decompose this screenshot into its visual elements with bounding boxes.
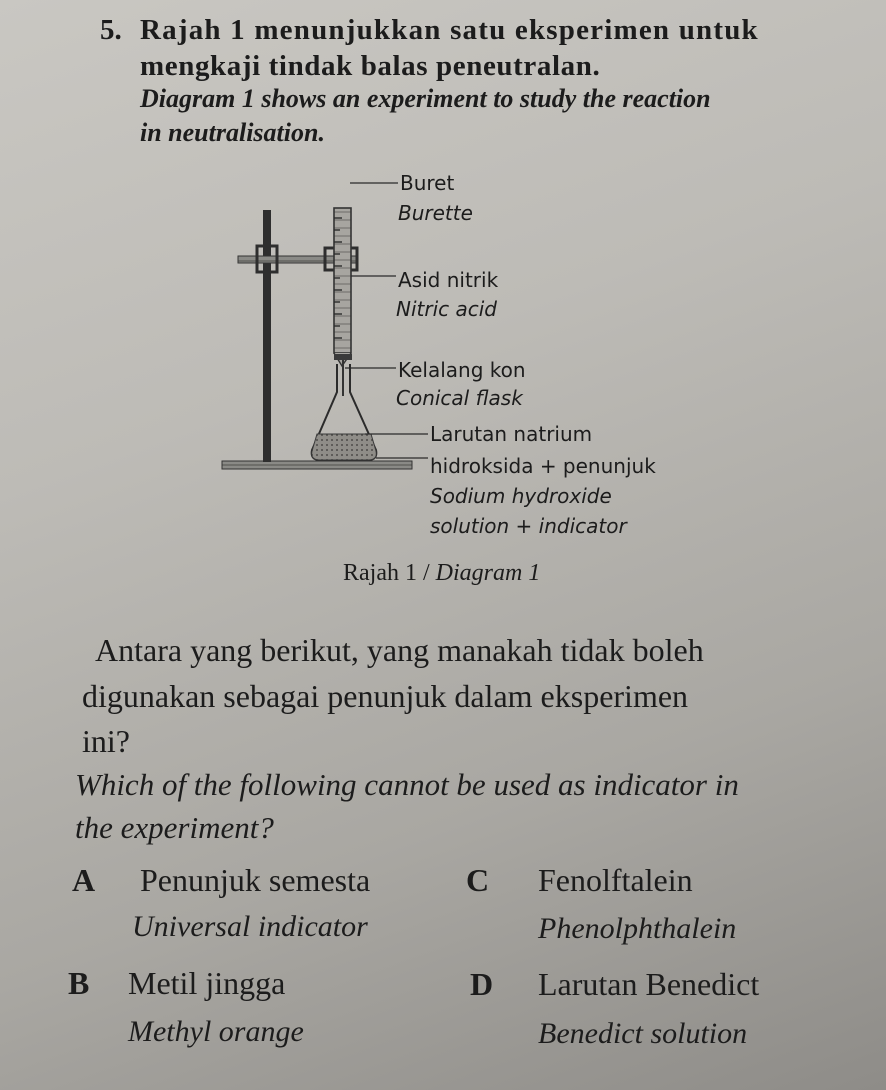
- burette-stopcock: [334, 354, 352, 360]
- retort-stand-rod: [263, 210, 271, 462]
- diagram-caption-english: Diagram 1: [435, 560, 541, 586]
- option-a-malay: Penunjuk semesta: [140, 862, 371, 898]
- prompt-english-line-2: the experiment?: [75, 810, 274, 845]
- option-b-letter: B: [68, 965, 90, 1001]
- option-b-malay: Metil jingga: [128, 965, 286, 1001]
- question-stem-malay-line-1: Rajah 1 menunjukkan satu eksperimen untuk: [140, 14, 759, 46]
- question-stem-english-line-1: Diagram 1 shows an experiment to study the reaction: [140, 84, 711, 113]
- option-a-english: Universal indicator: [132, 910, 368, 943]
- prompt-english-line-1: Which of the following cannot be used as indicator in: [75, 767, 739, 802]
- diagram-caption: [343, 560, 540, 587]
- solution-label-english-line-2: solution + indicator: [430, 514, 627, 538]
- prompt-malay-line-1: Antara yang berikut, yang manakah tidak boleh: [95, 632, 704, 668]
- option-c-english: Phenolphthalein: [538, 912, 737, 945]
- prompt-malay-line-3: ini?: [82, 723, 130, 759]
- option-a-letter: A: [72, 862, 96, 898]
- question-stem-malay-line-2: mengkaji tindak balas peneutralan.: [140, 50, 601, 82]
- burette-label-english: Burette: [398, 201, 473, 225]
- option-c-malay: Fenolftalein: [538, 862, 693, 898]
- flask-label-english: Conical flask: [396, 386, 523, 410]
- option-b-english: Methyl orange: [128, 1015, 304, 1048]
- solution-label-malay-line-2: hidroksida + penunjuk: [430, 454, 656, 478]
- option-d-english: Benedict solution: [538, 1017, 748, 1050]
- option-c-letter: C: [466, 862, 490, 898]
- diagram-caption-malay: Rajah 1 /: [343, 560, 436, 586]
- question-number: 5.: [100, 14, 122, 46]
- burette-label-malay: Buret: [400, 171, 455, 195]
- solution-label-english-line-1: Sodium hydroxide: [430, 484, 612, 508]
- titration-diagram: [200, 168, 760, 568]
- retort-stand-base: [222, 461, 412, 469]
- flask-solution: [312, 434, 377, 460]
- flask-label-malay: Kelalang kon: [398, 358, 526, 382]
- solution-label-malay-line-1: Larutan natrium: [430, 422, 593, 446]
- question-stem-english-line-2: in neutralisation.: [140, 118, 325, 147]
- acid-label-english: Nitric acid: [396, 297, 497, 321]
- prompt-malay-line-2: digunakan sebagai penunjuk dalam eksperimen: [82, 678, 689, 714]
- acid-label-malay: Asid nitrik: [398, 268, 499, 292]
- option-d-letter: D: [470, 966, 494, 1002]
- option-d-malay: Larutan Benedict: [538, 966, 760, 1002]
